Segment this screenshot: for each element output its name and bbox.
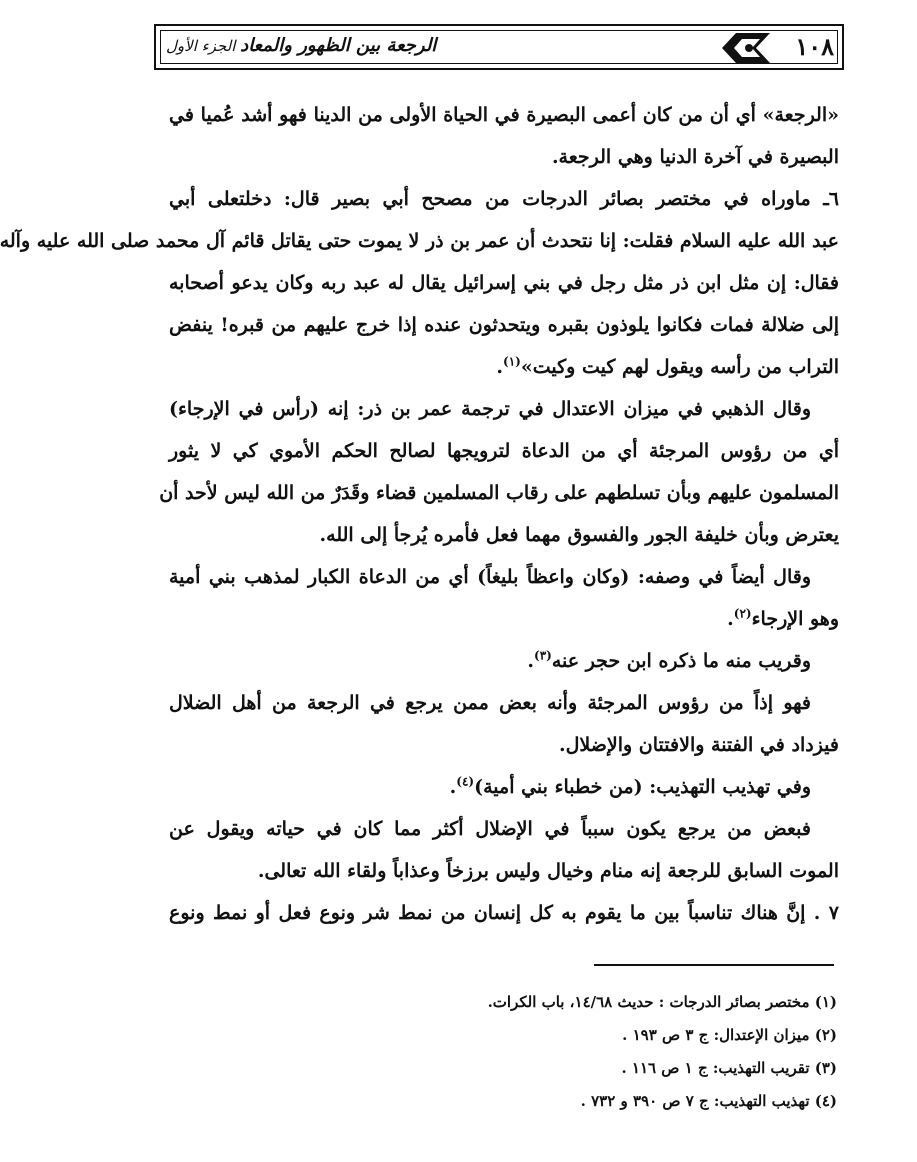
text-line: «الرجعة» أي أن من كان أعمى البصيرة في الحياة الأولى من الدينا فهو أشد عُميا في — [169, 104, 839, 126]
main-text — [0, 94, 839, 934]
text-line: فهو إذاً من رؤوس المرجئة وأنه بعض ممن يرجع في الرجعة من أهل الضلال — [169, 692, 811, 714]
text-line: وهو الإرجاء$^{(٢)}$. — [727, 606, 839, 630]
text-line: البصيرة في آخرة الدنيا وهي الرجعة. — [551, 146, 839, 168]
footnotes — [169, 986, 837, 1118]
text-line: وقال أيضاً في وصفه: (وكان واعظاً بليغاً) أي من الدعاة الكبار لمذهب بني أمية — [169, 566, 811, 588]
text-line: المسلمون عليهم وبأن تسلطهم على رقاب المسلمين قضاء وقَدَرٌ من الله ليس لأحد أن — [159, 482, 839, 504]
text-line: الموت السابق للرجعة إنه منام وخيال وليس برزخاً وعذاباً ولقاء الله تعالى. — [257, 860, 839, 882]
footnote: (٤) تهذيب التهذيب: ج ٧ ص ٣٩٠ و ٧٣٢ . — [580, 1092, 837, 1110]
text-line: وقريب منه ما ذكره ابن حجر عنه$^{(٣)}$. — [527, 648, 811, 672]
book-title: الرجعة بين الظهور والمعاد — [240, 35, 437, 56]
footnote-ref: (٢) — [733, 606, 752, 621]
volume-label: الجزء الأول — [166, 37, 236, 55]
page-number: ١٠٨ — [795, 32, 834, 61]
text-line: التراب من رأسه ويقول لهم كيت وكيت»$^{(١)}$. — [496, 354, 839, 378]
running-title — [166, 34, 436, 58]
text-line: عبد الله عليه السلام فقلت: إنا نتحدث أن عمر بن ذر لا يموت حتى يقاتل قائم آل محمد صلى الله عليه وآله — [0, 230, 839, 252]
text-line: وفي تهذيب التهذيب: (من خطباء بني أمية)$^{(٤)}$. — [449, 774, 811, 798]
text-line: وقال الذهبي في ميزان الاعتدال في ترجمة عمر بن ذر: إنه (رأس في الإرجاء) — [169, 398, 811, 420]
ornament-icon — [720, 29, 772, 67]
footnote: (١) مختصر بصائر الدرجات : حديث ١٤/٦٨، باب الكرات. — [487, 993, 837, 1011]
text-line: فقال: إن مثل ابن ذر مثل رجل في بني إسرائيل يقال له عبد ربه وكان يدعو أصحابه — [169, 272, 839, 294]
text-line: يعترض وبأن خليفة الجور والفسوق مهما فعل فأمره يُرجأ إلى الله. — [319, 524, 839, 546]
footnote: (٣) تقريب التهذيب: ج ١ ص ١١٦ . — [621, 1059, 837, 1077]
page-header — [154, 24, 844, 70]
text-line: أي من رؤوس المرجئة أي من الدعاة لترويجها لصالح الحكم الأموي كي لا يثور — [169, 440, 839, 462]
footnote-ref: (١) — [503, 354, 521, 369]
text-line: ٦ـ ماوراه في مختصر بصائر الدرجات من مصحح أبي بصير قال: دخلتعلى أبي — [169, 188, 839, 210]
text-line: ٧ . إنَّ هناك تناسباً بين ما يقوم به كل إنسان من نمط شر ونوع فعل أو نمط ونوع — [169, 902, 839, 924]
text-line: فبعض من يرجع يكون سبباً في الإضلال أكثر مما كان في حياته ويقول عن — [169, 818, 811, 840]
footnote-ref: (٣) — [534, 648, 552, 663]
footnote: (٢) ميزان الإعتدال: ج ٣ ص ١٩٣ . — [622, 1026, 837, 1044]
text-line: فيزداد في الفتنة والافتتان والإضلال. — [559, 734, 839, 756]
text-line: إلى ضلالة فمات فكانوا يلوذون بقبره ويتحدثون عنده إذا خرج عليهم من قبره! ينفض — [169, 314, 839, 336]
footnote-separator — [594, 964, 834, 966]
footnote-ref: (٤) — [456, 774, 475, 789]
